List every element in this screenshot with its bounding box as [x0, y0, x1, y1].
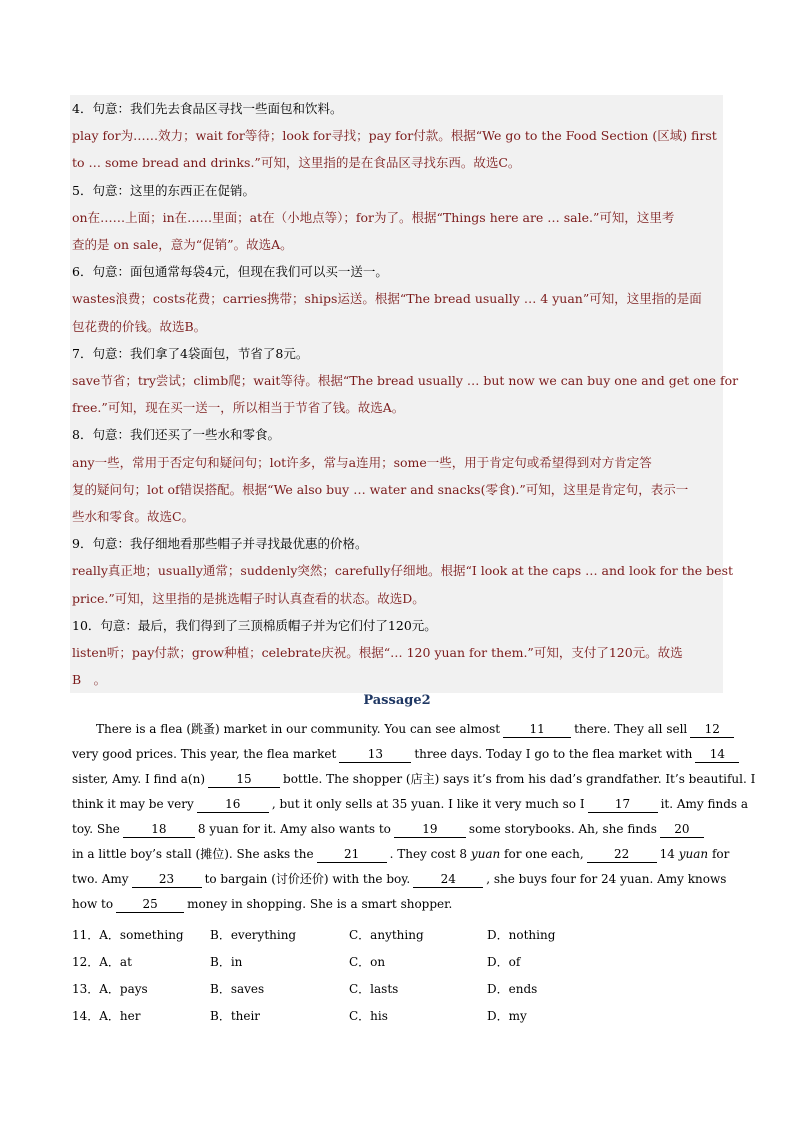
- explanation-answer-line: price.”可知，这里指的是挑选帽子时认真查看的状态。故选D。: [72, 590, 425, 606]
- passage-italic-word: yuan: [470, 847, 501, 861]
- option-d[interactable]: D．my: [487, 1009, 527, 1023]
- option-c[interactable]: C．lasts: [349, 982, 399, 996]
- explanation-answer-line: save节省；try尝试；climb爬；wait等待。根据“The bread usually … but now we can buy one and get one for: [72, 373, 739, 389]
- passage-text-segment: bottle. The shopper (店主) says it’s from his dad’s grandfather. It’s beautiful. I: [283, 772, 756, 786]
- passage-text-segment: three days. Today I go to the flea market with: [414, 747, 693, 761]
- question-options-row: [72, 922, 722, 949]
- option-c[interactable]: C．anything: [349, 928, 424, 942]
- passage-line: [72, 792, 749, 817]
- explanation-answer-line: on在……上面；in在……里面；at在（小地点等）；for为了。根据“Things here are … sale.”可知，这里考: [72, 209, 675, 225]
- passage-text-segment: two. Amy: [72, 872, 129, 886]
- passage-line: [72, 767, 756, 792]
- option-c[interactable]: C．on: [349, 955, 386, 969]
- option-b[interactable]: B．saves: [210, 982, 265, 996]
- question-options-row: [72, 1003, 722, 1030]
- blank-12[interactable]: 12: [690, 721, 734, 738]
- passage-text-segment: sister, Amy. I find a(n): [72, 772, 206, 786]
- blank-14[interactable]: 14: [695, 746, 739, 763]
- explanation-answer-line: 包花费的价钱。故选B。: [72, 318, 207, 334]
- explanation-answer-line: 复的疑问句；lot of错误搭配。根据“We also buy … water and snacks(零食).”可知，这里是肯定句，表示一: [72, 481, 689, 497]
- question-options-row: [72, 949, 722, 976]
- question-options-row: [72, 976, 722, 1003]
- explanation-answer-line: to … some bread and drinks.”可知，这里指的是在食品区寻找东西。故选C。: [72, 155, 521, 171]
- explanation-answer-line: B 。: [72, 672, 107, 688]
- blank-18[interactable]: 18: [123, 821, 195, 838]
- option-c[interactable]: C．his: [349, 1009, 388, 1023]
- explanation-question-line: 4．句意：我们先去食品区寻找一些面包和饮料。: [72, 101, 343, 116]
- explanation-question-line: 7．句意：我们拿了4袋面包，节省了8元。: [72, 345, 309, 361]
- passage-line: [72, 742, 726, 767]
- blank-22[interactable]: 22: [587, 846, 657, 863]
- passage-text-segment: very good prices. This year, the flea market: [72, 747, 337, 761]
- explanation-answer-line: 些水和零食。故选C。: [72, 509, 195, 525]
- option-d[interactable]: D．of: [487, 955, 521, 969]
- passage-text-segment: for one each,: [500, 847, 584, 861]
- passage-italic-word: yuan: [678, 847, 709, 861]
- option-a[interactable]: 13．A．pays: [72, 982, 148, 996]
- answer-explanations: [70, 95, 739, 693]
- option-b[interactable]: B．everything: [210, 928, 297, 942]
- passage-text-segment: for: [708, 847, 730, 861]
- blank-11[interactable]: 11: [503, 721, 571, 738]
- option-a[interactable]: 11．A．something: [72, 928, 184, 942]
- passage-text-segment: to bargain (讨价还价) with the boy.: [204, 872, 411, 886]
- passage-text-segment: in a little boy’s stall (摊位). She asks the: [72, 847, 314, 861]
- blank-15[interactable]: 15: [208, 771, 280, 788]
- option-a[interactable]: 12．A．at: [72, 955, 132, 969]
- explanation-answer-line: wastes浪费；costs花费；carries携带；ships运送。根据“The bread usually … 4 yuan”可知，这里指的是面: [72, 291, 702, 307]
- blank-20[interactable]: 20: [660, 821, 704, 838]
- options-list: [72, 922, 722, 1030]
- explanation-answer-line: really真正地；usually通常；suddenly突然；carefully仔细地。根据“I look at the caps … and look for the best: [72, 563, 734, 579]
- passage-text-segment: it. Amy finds a: [660, 797, 749, 811]
- explanation-question-line: 5．句意：这里的东西正在促销。: [72, 182, 255, 198]
- explanation-question-line: 6．句意：面包通常每袋4元，但现在我们可以买一送一。: [72, 264, 388, 280]
- blank-25[interactable]: 25: [116, 896, 184, 913]
- passage-line: [72, 867, 727, 892]
- blank-19[interactable]: 19: [394, 821, 466, 838]
- passage-text-segment: , she buys four for 24 yuan. Amy knows: [486, 872, 727, 886]
- passage-text-segment: There is a flea (跳蚤) market in our community. You can see almost: [72, 722, 501, 736]
- passage-text-segment: 14: [659, 847, 679, 861]
- passage-text-segment: 8 yuan for it. Amy also wants to: [197, 822, 391, 836]
- passage-text-segment: some storybooks. Ah, she finds: [468, 822, 657, 836]
- passage-text: [72, 717, 756, 917]
- passage-text-segment: there. They all sell: [574, 722, 688, 736]
- explanation-answer-line: listen听；pay付款；grow种植；celebrate庆祝。根据“… 120 yuan for them.”可知，支付了120元。故选: [72, 645, 683, 661]
- explanation-answer-line: 查的是 on sale，意为“促销”。故选A。: [72, 237, 293, 253]
- blank-24[interactable]: 24: [413, 871, 483, 888]
- passage-text-segment: money in shopping. She is a smart shopper.: [187, 897, 453, 911]
- option-d[interactable]: D．nothing: [487, 928, 556, 942]
- passage-text-segment: think it may be very: [72, 797, 194, 811]
- passage-text-segment: , but it only sells at 35 yuan. I like it very much so I: [271, 797, 585, 811]
- passage-line: [72, 892, 722, 917]
- passage-text-segment: how to: [72, 897, 114, 911]
- option-d[interactable]: D．ends: [487, 982, 538, 996]
- explanation-answer-line: any一些，常用于否定句和疑问句；lot许多，常与a连用；some一些，用于肯定句或希望得到对方肯定答: [72, 454, 652, 470]
- passage-line: [72, 717, 722, 742]
- passage-text-segment: . They cost 8: [389, 847, 471, 861]
- blank-17[interactable]: 17: [588, 796, 658, 813]
- explanation-question-line: 10．句意：最后，我们得到了三顶棉质帽子并为它们付了120元。: [72, 617, 437, 633]
- blank-16[interactable]: 16: [197, 796, 269, 813]
- explanation-answer-line: free.”可知，现在买一送一，所以相当于节省了钱。故选A。: [72, 400, 405, 416]
- blank-21[interactable]: 21: [317, 846, 387, 863]
- option-a[interactable]: 14．A．her: [72, 1009, 141, 1023]
- passage-title: Passage2: [363, 693, 431, 708]
- explanation-answer-line: play for为……效力；wait for等待；look for寻找；pay for付款。根据“We go to the Food Section (区域) first: [72, 128, 717, 144]
- explanation-question-line: 8．句意：我们还买了一些水和零食。: [72, 427, 280, 443]
- passage-line: [72, 817, 722, 842]
- passage-text-segment: toy. She: [72, 822, 120, 836]
- option-b[interactable]: B．their: [210, 1009, 261, 1023]
- blank-23[interactable]: 23: [132, 871, 202, 888]
- option-b[interactable]: B．in: [210, 955, 243, 969]
- explanation-question-line: 9．句意：我仔细地看那些帽子并寻找最优惠的价格。: [72, 536, 368, 552]
- passage-line: [72, 842, 730, 867]
- blank-13[interactable]: 13: [339, 746, 411, 763]
